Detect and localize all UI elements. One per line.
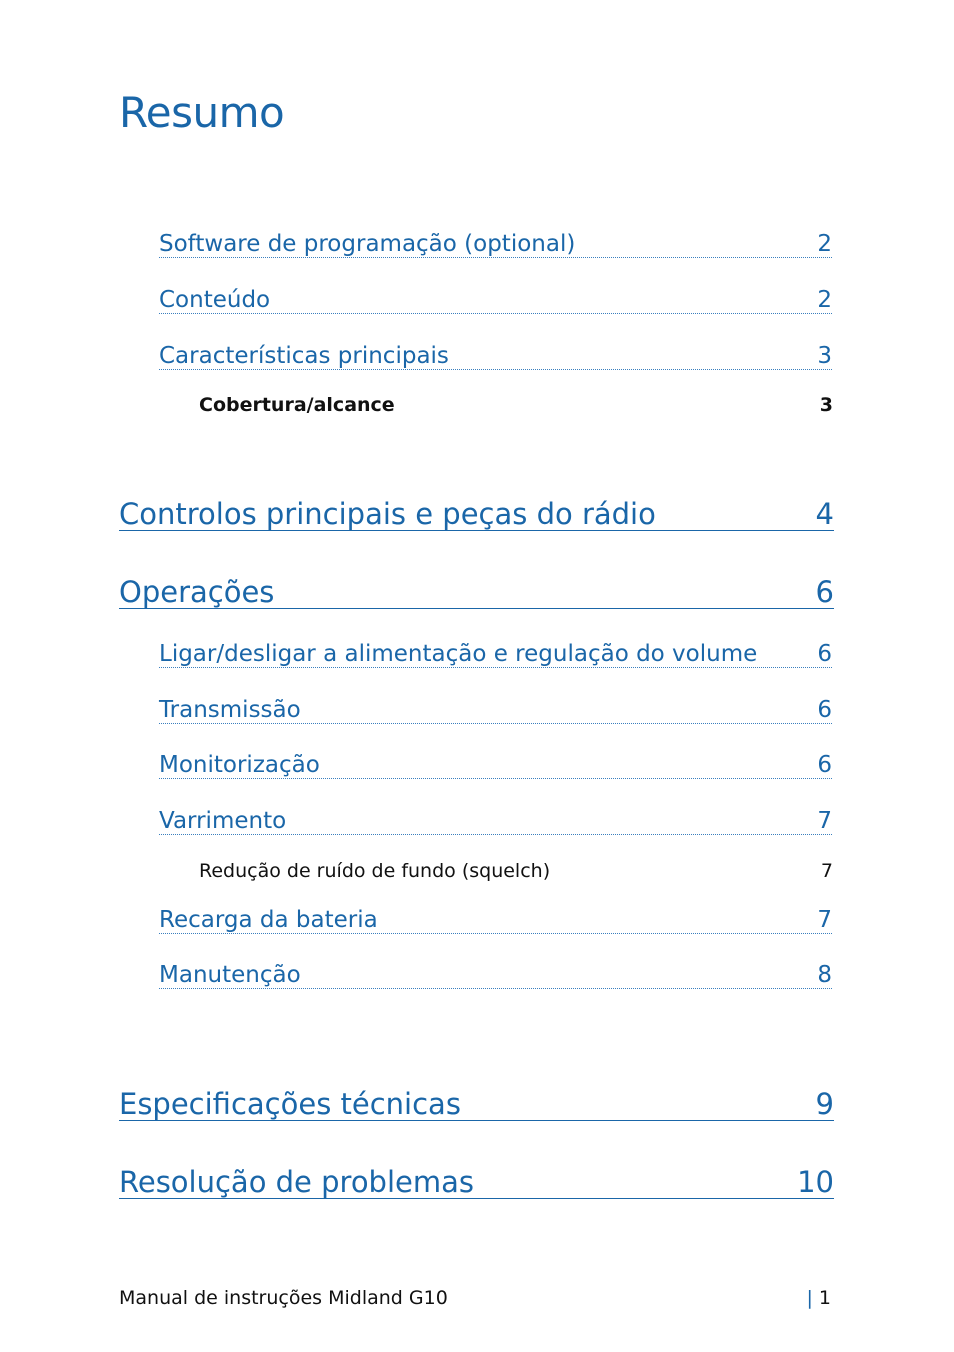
toc-entry-controlos[interactable] xyxy=(119,489,834,531)
toc-entry-page: 6 xyxy=(815,575,834,609)
toc-entry-label: Características principais xyxy=(159,343,449,369)
toc-entry-page: 7 xyxy=(817,808,832,834)
toc-entry-recarga[interactable] xyxy=(159,900,832,934)
toc-entry-label: Software de programação (optional) xyxy=(159,231,576,257)
toc-entry-especificacoes[interactable] xyxy=(119,1079,834,1121)
toc-entry-label: Transmissão xyxy=(159,697,301,723)
toc-entry-label: Operações xyxy=(119,575,275,609)
toc-entry-software[interactable] xyxy=(159,224,832,258)
toc-entry-label: Recarga da bateria xyxy=(159,907,378,933)
toc-entry-ligar[interactable] xyxy=(159,634,832,668)
toc-entry-varrimento[interactable] xyxy=(159,801,832,835)
toc-entry-page: 6 xyxy=(817,752,832,778)
toc-entry-page: 8 xyxy=(817,962,832,988)
toc-entry-page: 10 xyxy=(797,1165,834,1199)
toc-entry-page: 4 xyxy=(815,497,834,531)
toc-entry-manutencao[interactable] xyxy=(159,955,832,989)
toc-entry-label: Controlos principais e peças do rádio xyxy=(119,497,656,531)
toc-entry-page: 9 xyxy=(815,1087,834,1121)
toc-entry-page: 3 xyxy=(819,394,833,416)
toc-entry-conteudo[interactable] xyxy=(159,280,832,314)
toc-entry-page: 2 xyxy=(817,231,832,257)
toc-entry-caracteristicas[interactable] xyxy=(159,336,832,370)
footer-page: 1 xyxy=(818,1287,831,1309)
toc-entry-label: Monitorização xyxy=(159,752,320,778)
toc-entry-page: 7 xyxy=(820,860,833,882)
toc-entry-label: Ligar/desligar a alimentação e regulação do volume xyxy=(159,641,758,667)
toc-entry-page: 2 xyxy=(817,287,832,313)
page-footer xyxy=(119,1287,831,1309)
toc-entry-operacoes[interactable] xyxy=(119,567,834,609)
toc-entry-label: Conteúdo xyxy=(159,287,271,313)
toc-entry-squelch[interactable] xyxy=(199,855,833,881)
toc-entry-resolucao[interactable] xyxy=(119,1157,834,1199)
footer-manual-title: Manual de instruções Midland G10 xyxy=(119,1287,448,1309)
toc-entry-monitorizacao[interactable] xyxy=(159,745,832,779)
footer-page-number xyxy=(806,1287,831,1309)
toc-entry-page: 7 xyxy=(817,907,832,933)
toc-entry-page: 6 xyxy=(817,641,832,667)
toc-entry-label: Varrimento xyxy=(159,808,287,834)
toc-entry-page: 3 xyxy=(817,343,832,369)
toc-entry-label: Cobertura/alcance xyxy=(199,394,395,416)
toc-entry-transmissao[interactable] xyxy=(159,690,832,724)
toc-entry-cobertura[interactable] xyxy=(199,389,833,415)
toc-entry-label: Redução de ruído de fundo (squelch) xyxy=(199,860,551,882)
footer-separator: | xyxy=(806,1287,813,1309)
toc-entry-label: Resolução de problemas xyxy=(119,1165,474,1199)
toc-entry-label: Especificações técnicas xyxy=(119,1087,461,1121)
toc-entry-page: 6 xyxy=(817,697,832,723)
page-title: Resumo xyxy=(119,88,285,137)
toc-entry-label: Manutenção xyxy=(159,962,301,988)
